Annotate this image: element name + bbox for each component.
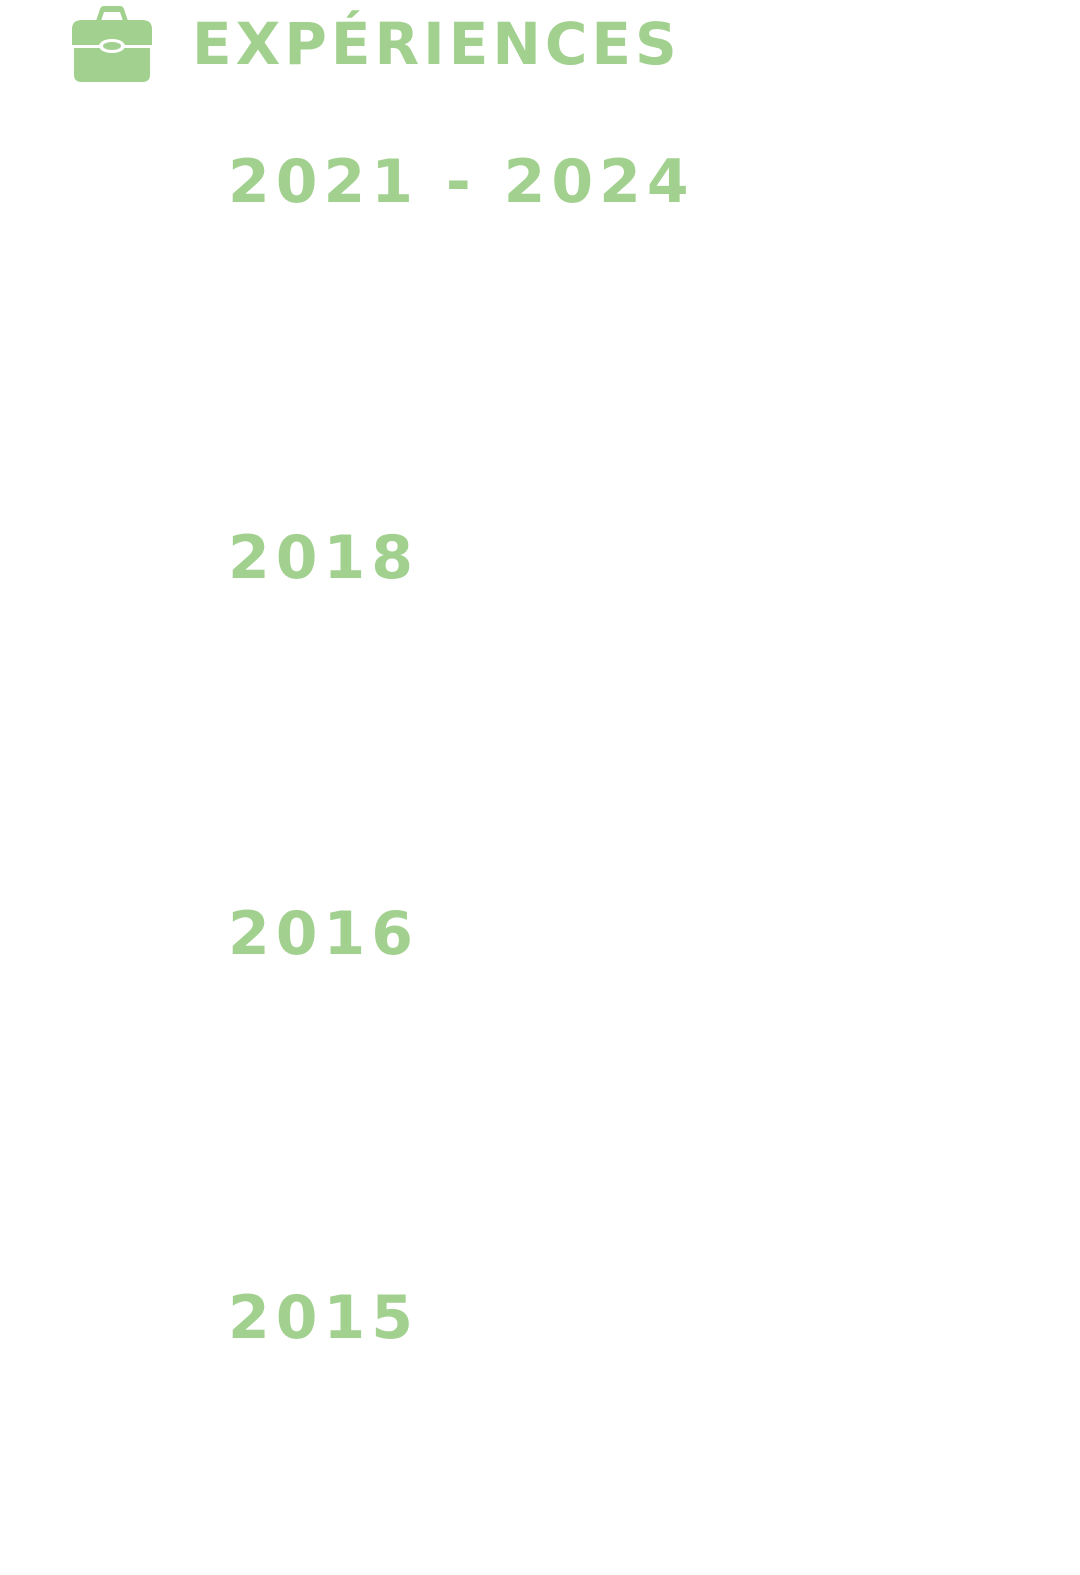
section-header [72, 4, 681, 84]
timeline-year: 2015 [228, 1283, 419, 1353]
timeline-year: 2021 - 2024 [228, 147, 695, 217]
section-title: EXPÉRIENCES [192, 10, 681, 78]
timeline-year: 2018 [228, 523, 419, 593]
timeline-year: 2016 [228, 899, 419, 969]
briefcase-icon [72, 5, 152, 83]
